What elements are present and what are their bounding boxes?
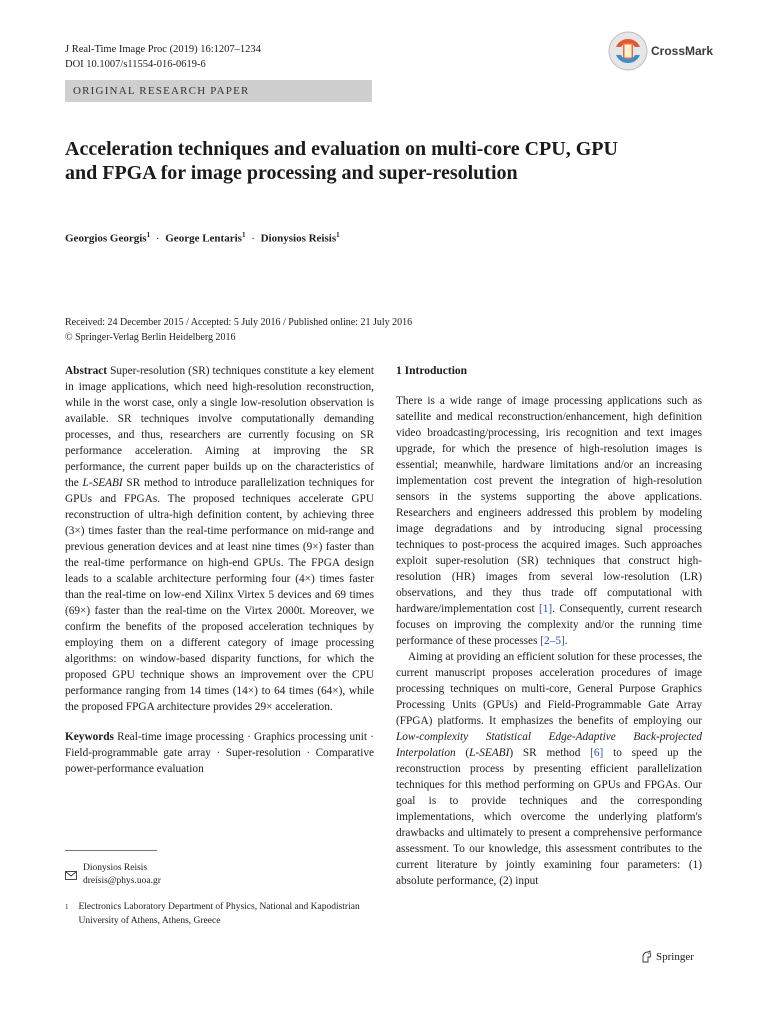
crossmark-label: CrossMark — [651, 44, 714, 58]
citation-link[interactable]: [6] — [590, 747, 604, 759]
footnote-divider — [65, 850, 157, 851]
keywords-label: Keywords — [65, 731, 114, 743]
title-line-2: and FPGA for image processing and super-resolution — [65, 162, 518, 184]
author-2[interactable]: George Lentaris — [165, 232, 242, 245]
publication-dates — [65, 315, 412, 345]
springer-horse-icon — [640, 950, 653, 963]
author-1[interactable]: Georgios Georgis — [65, 232, 147, 245]
citation-link[interactable]: [1] — [539, 603, 553, 615]
envelope-icon — [65, 863, 77, 888]
crossmark-badge[interactable] — [608, 28, 718, 74]
author-2-affiliation: 1 — [241, 231, 246, 239]
section-heading-introduction: 1 Introduction — [396, 365, 468, 377]
corresponding-author — [65, 862, 161, 888]
citation-link[interactable]: [2–5] — [540, 635, 565, 647]
keywords — [65, 729, 374, 777]
article-type-banner: ORIGINAL RESEARCH PAPER — [65, 80, 372, 102]
copyright-line: © Springer-Verlag Berlin Heidelberg 2016 — [65, 332, 236, 343]
journal-doi[interactable]: DOI 10.1007/s11554-016-0619-6 — [65, 59, 206, 70]
right-column — [396, 363, 702, 889]
abstract-label: Abstract — [65, 365, 108, 377]
author-separator: · — [155, 232, 160, 245]
intro-paragraph-2: Aiming at providing an efficient solution for these processes, the current manuscript proposes acceleration procedures of image processing techniques on multi-core, General Purpose Graphics Processing Units (GPUs) and Field-Programmable Gate Array (FPGA) platforms. It emphasizes the benefits of employing our Low-complexity Statistical Edge-Adaptive Back-projected Interpolation (L-SEABI) SR method [6] to speed up the reconstruction process by presenting efficient parallelization techniques for this method performing on GPUs and FPGAs. Our goal is to provide techniques and the corresponding implementations, which overcome the underlying platform's drawbacks and ultimately to present a comprehensive performance assessment. To our knowledge, this assessment contributes to the current literature by jointly examining four parameters: (1) absolute performance, (2) input — [396, 651, 703, 887]
author-3[interactable]: Dionysios Reisis — [260, 232, 337, 245]
author-3-affiliation: 1 — [336, 231, 340, 239]
author-list — [65, 231, 340, 245]
crossmark-icon — [608, 31, 648, 71]
journal-citation: J Real-Time Image Proc (2019) 16:1207–1234 — [65, 44, 261, 55]
author-separator: · — [251, 232, 255, 245]
affiliation-footnote — [65, 900, 365, 928]
publisher-name: Springer — [656, 950, 694, 963]
dates-line: Received: 24 December 2015 / Accepted: 5 July 2016 / Published online: 21 July 2016 — [65, 317, 413, 328]
left-column — [65, 363, 374, 777]
intro-paragraph-1: There is a wide range of image processing applications such as satellite and medical reconstruction/enhancement, high definition video broadcasting/processing, iris recognition and text images upgrade, for which the presence of high-resolution images is essential; meanwhile, hardware limitations and/or an increasing implementation cost prevent the integration of high-resolution sensors in the systems supporting the above applications. Researchers and engineers addressed this problem by modeling image degradations and by introducing signal processing techniques to post-process the acquired images. Such approaches exploit super-resolution (SR) techniques that construct high-resolution (HR) images from several low-resolution (LR) observations, and they thus trade off computational with hardware/implementation cost [1]. Consequently, current research focuses on improving the complexity and/or the running time performance of these processes [2–5]. — [396, 395, 702, 647]
contact-email[interactable]: dreisis@phys.uoa.gr — [83, 876, 161, 886]
title-line-1: Acceleration techniques and evaluation on multi-core CPU, GPU — [65, 138, 618, 160]
keywords-text: Real-time image processing · Graphics processing unit · Field-programmable gate array · Super-resolution · Comparative power-performance evaluation — [65, 731, 374, 775]
abstract: Abstract Super-resolution (SR) techniques constitute a key element in image applications, which need high-resolution reconstruction, while in the worst case, only a single low-resolution observation is available. SR techniques involve computationally demanding processes, and thus, researchers are currently focusing on SR performance acceleration. Aiming at improving the SR performance, the current paper builds up on the characteristics of the L-SEABI SR method to introduce parallelization techniques for GPUs and FPGAs. The proposed techniques accelerate GPU reconstruction of ultra-high definition content, by achieving three (3×) times faster than the real-time performance on mid-range and previous generation devices and at least nine times (9×) faster than the real-time performance on high-end GPUs. The FPGA design leads to a scalable architecture performing four (4×) times faster than the real-time on low-end Xilinx Virtex 5 devices and 69 times (69×) faster than the real-time on the Virtex 2000t. Moreover, we confirm the benefits of the proposed acceleration techniques by employing them on a different category of image processing algorithms: on window-based disparity functions, for which the proposed GPU technique shows an improvement over the CPU performance ranging from 14 times (14×) to 64 times (64×), while the proposed FPGA architecture provides 29× acceleration. — [65, 365, 374, 713]
publisher-logo — [640, 950, 694, 963]
paper-title — [65, 137, 685, 185]
affiliation-number: 1 — [65, 903, 69, 911]
author-1-affiliation: 1 — [146, 231, 151, 239]
journal-header — [65, 42, 261, 72]
affiliation-text: Electronics Laboratory Department of Physics, National and Kapodistrian University of Athens, Athens, Greece — [78, 902, 360, 926]
contact-name: Dionysios Reisis — [83, 863, 148, 873]
